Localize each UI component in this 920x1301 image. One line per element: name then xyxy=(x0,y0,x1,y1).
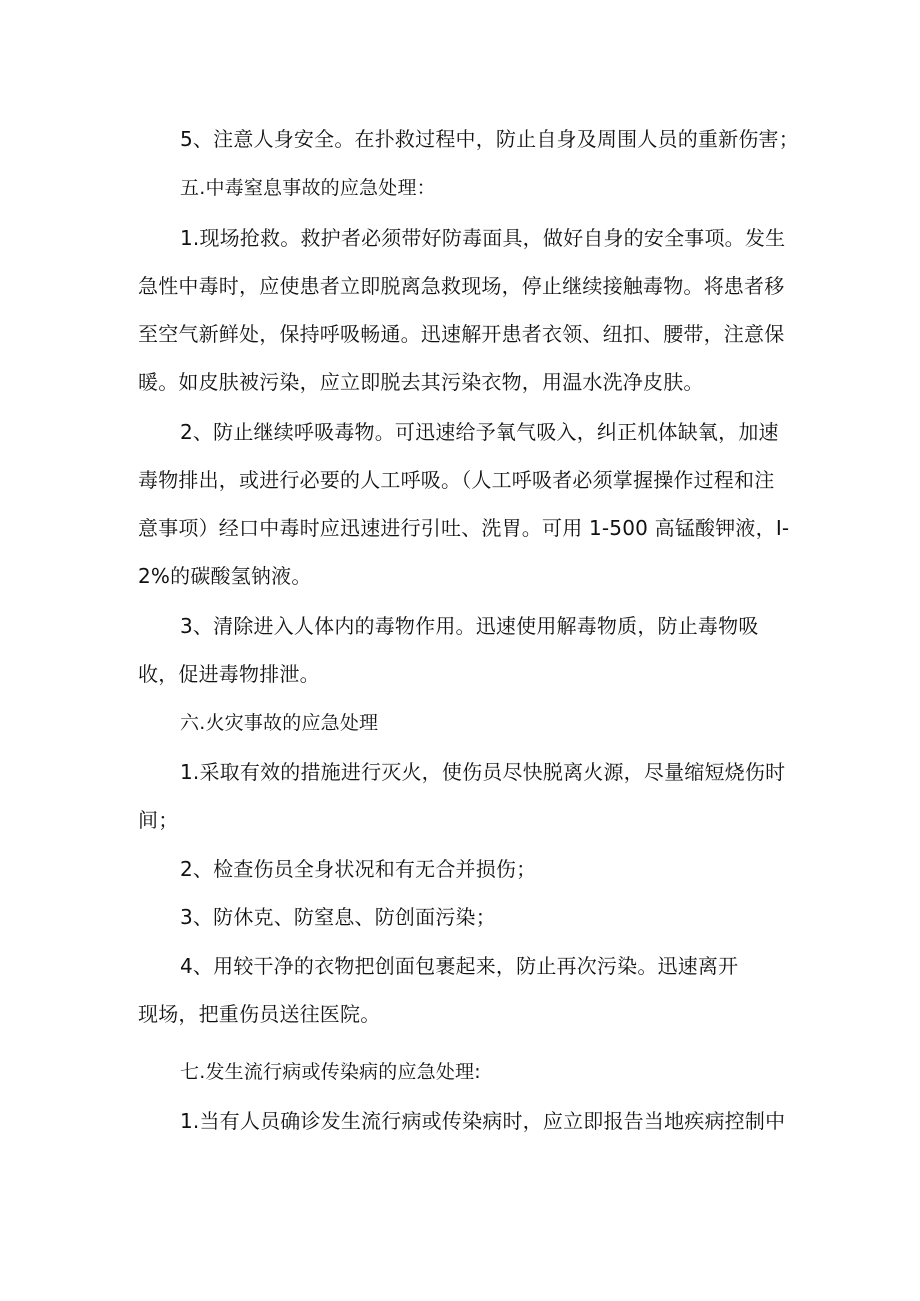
section-heading-fire: 六.火灾事故的应急处理 xyxy=(180,712,379,734)
paragraph-poisoning-3-line-1: 3、清除进入人体内的毒物作用。迅速使用解毒物质，防止毒物吸 xyxy=(180,614,759,638)
paragraph-fire-4-line-2: 现场，把重伤员送往医院。 xyxy=(138,1002,381,1026)
paragraph-fire-3: 3、防休克、防窒息、防创面污染； xyxy=(180,905,496,929)
paragraph-poisoning-2-line-2: 毒物排出，或进行必要的人工呼吸。（人工呼吸者必须掌握操作过程和注 xyxy=(138,468,775,492)
paragraph-fire-4-line-1: 4、用较干净的衣物把创面包裹起来，防止再次污染。迅速离开 xyxy=(180,954,739,978)
paragraph-fire-item-5: 5、注意人身安全。在扑救过程中，防止自身及周围人员的重新伤害； xyxy=(180,127,799,151)
paragraph-poisoning-2-line-4: 2%的碳酸氢钠液。 xyxy=(138,564,312,588)
paragraph-fire-1-line-2: 间； xyxy=(138,808,179,832)
section-heading-poisoning: 五.中毒窒息事故的应急处理： xyxy=(180,177,436,199)
paragraph-poisoning-1-line-3: 至空气新鲜处，保持呼吸畅通。迅速解开患者衣领、纽扣、腰带，注意保 xyxy=(138,322,785,346)
section-heading-epidemic: 七.发生流行病或传染病的应急处理: xyxy=(180,1061,481,1083)
paragraph-poisoning-1-line-4: 暖。如皮肤被污染，应立即脱去其污染衣物，用温水洗净皮肤。 xyxy=(138,370,704,394)
paragraph-poisoning-2-line-3: 意事项）经口中毒时应迅速进行引吐、洗胃。可用 1-500 高锰酸钾液，I- xyxy=(138,516,790,540)
paragraph-poisoning-3-line-2: 收，促进毒物排泄。 xyxy=(138,662,320,686)
paragraph-poisoning-1-line-1: 1.现场抢救。救护者必须带好防毒面具，做好自身的安全事项。发生 xyxy=(180,226,786,250)
paragraph-fire-1-line-1: 1.采取有效的措施进行灭火，使伤员尽快脱离火源，尽量缩短烧伤时 xyxy=(180,760,786,784)
paragraph-epidemic-1-line-1: 1.当有人员确诊发生流行病或传染病时，应立即报告当地疾病控制中 xyxy=(180,1109,786,1133)
paragraph-poisoning-2-line-1: 2、防止继续呼吸毒物。可迅速给予氧气吸入，纠正机体缺氧，加速 xyxy=(180,420,779,444)
paragraph-poisoning-1-line-2: 急性中毒时，应使患者立即脱离急救现场，停止继续接触毒物。将患者移 xyxy=(138,274,785,298)
paragraph-fire-2: 2、检查伤员全身状况和有无合并损伤； xyxy=(180,857,537,881)
